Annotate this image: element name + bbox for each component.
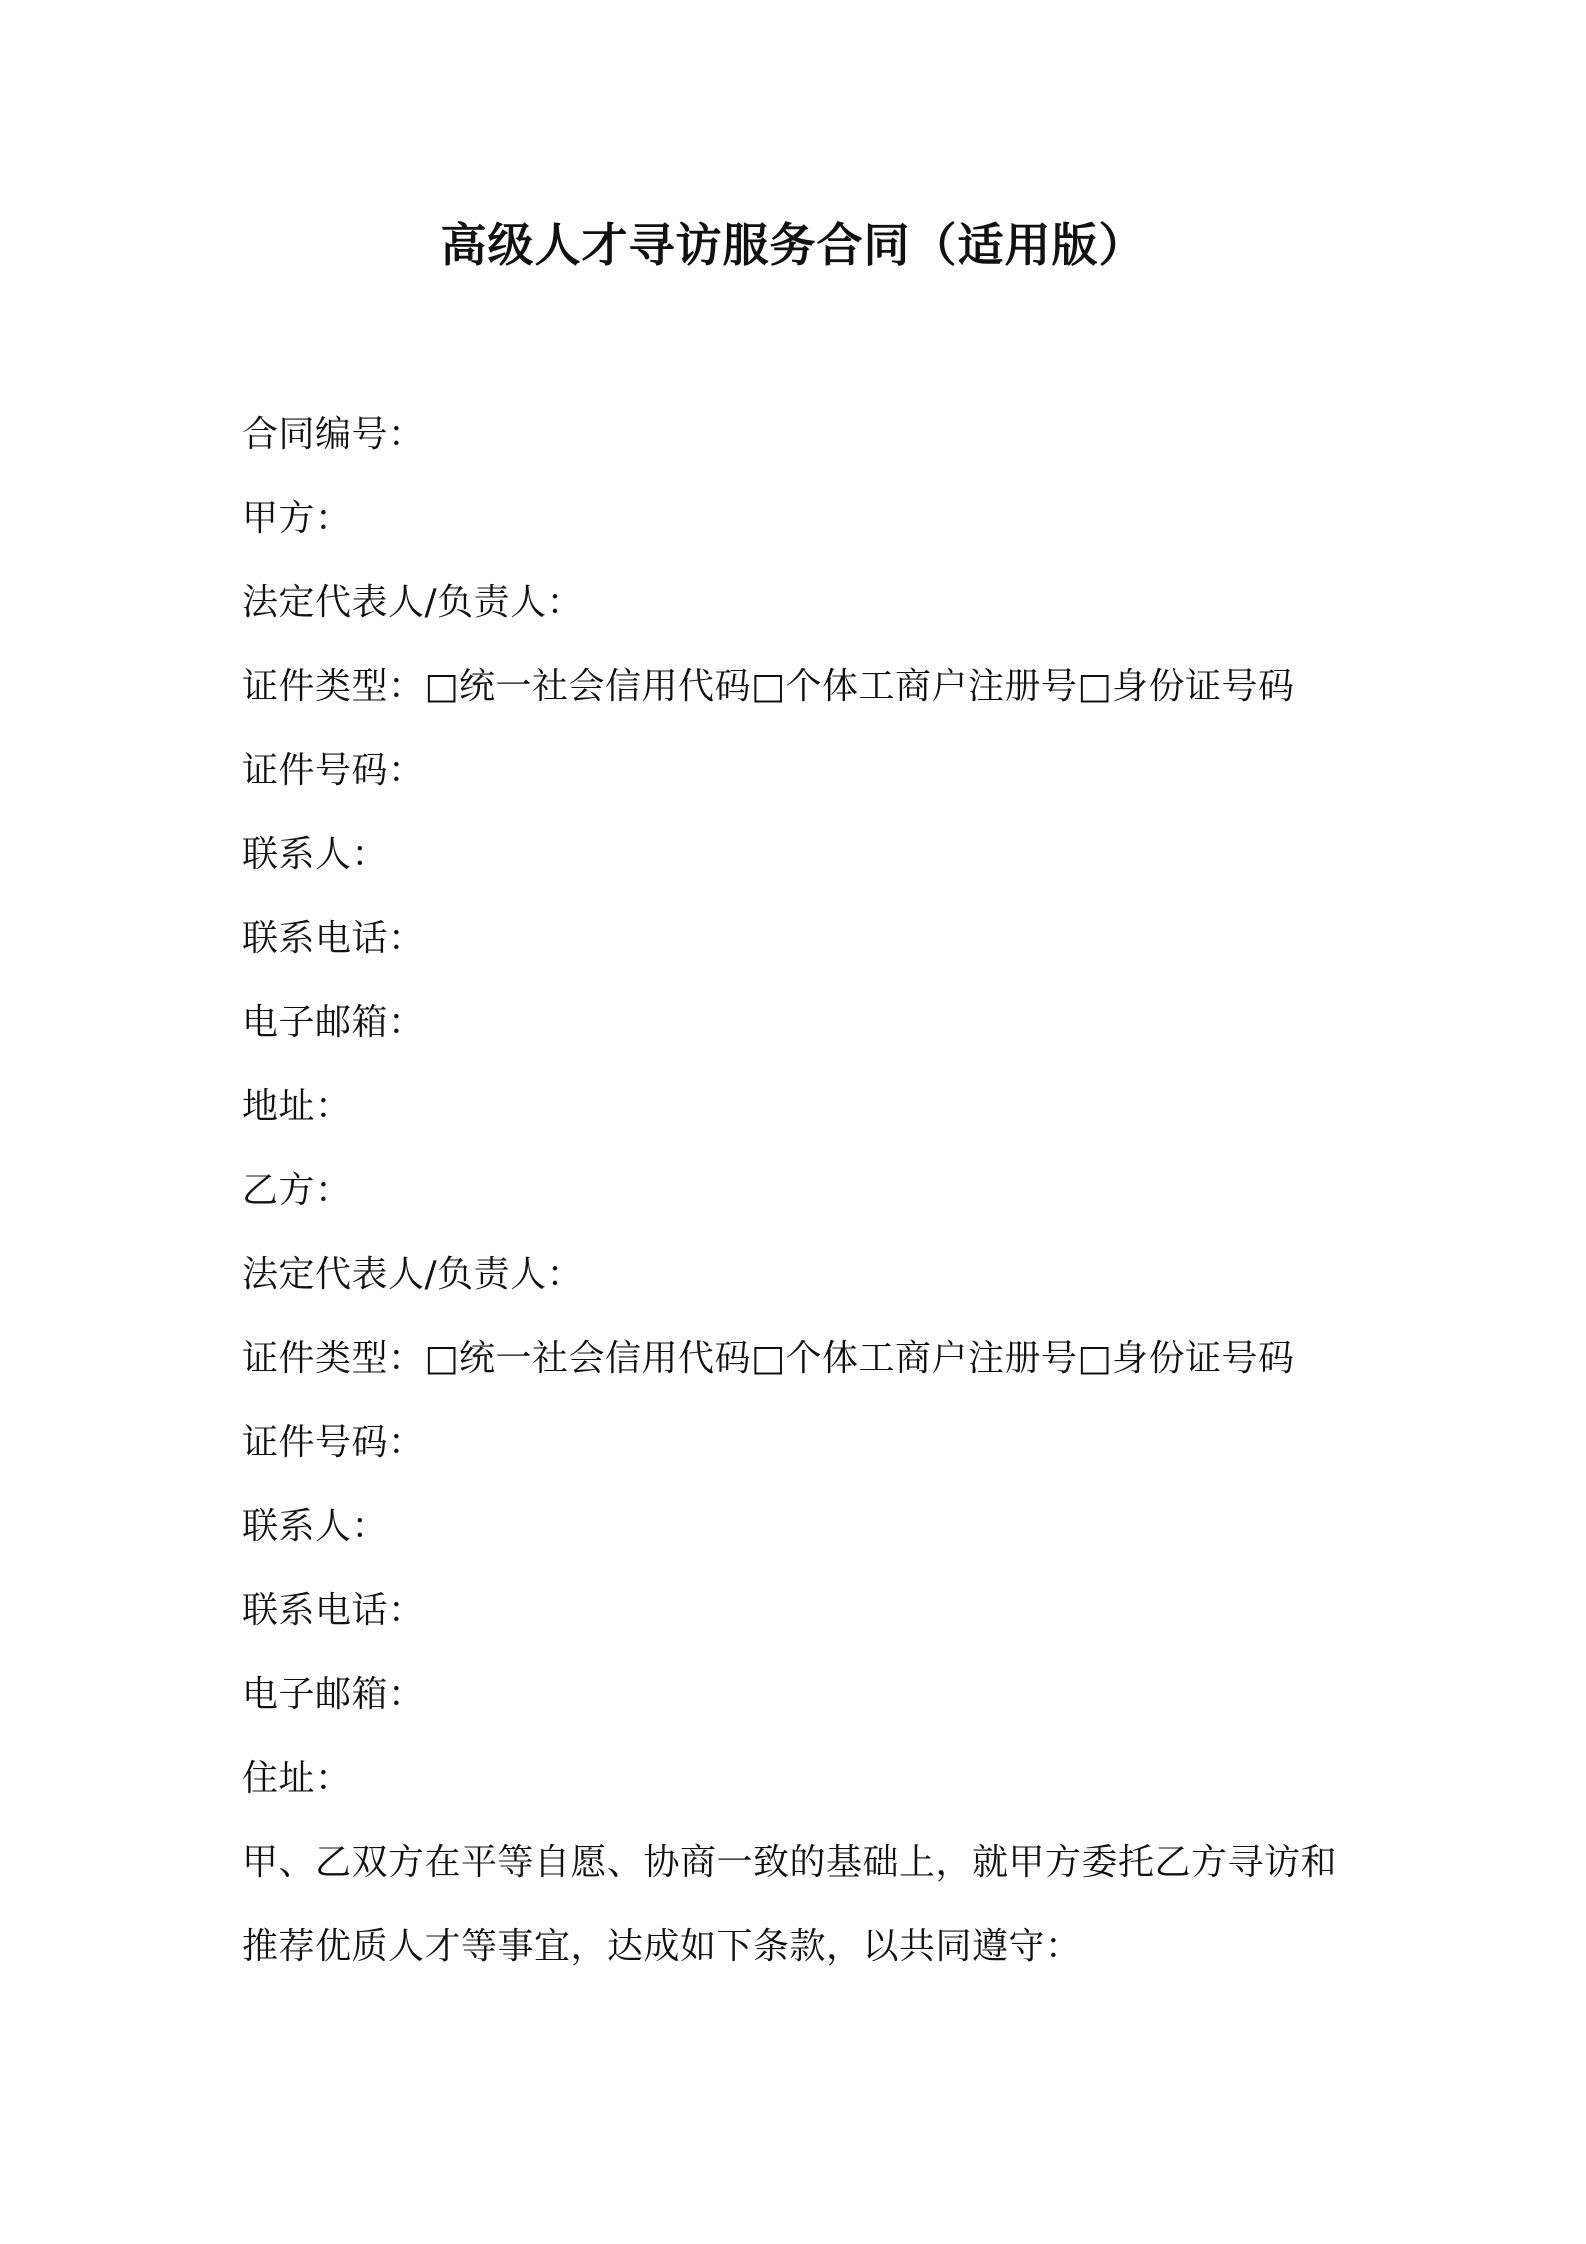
document-title: 高级人才寻访服务合同（适用版） xyxy=(440,218,1146,272)
field-party-a-id-number: 证件号码： xyxy=(242,750,425,791)
field-party-b: 乙方： xyxy=(242,1170,352,1211)
field-party-b-id-number: 证件号码： xyxy=(242,1422,425,1463)
field-party-a-email: 电子邮箱： xyxy=(242,1002,425,1043)
field-party-a-representative: 法定代表人/负责人： xyxy=(242,582,584,623)
field-party-b-address: 住址： xyxy=(242,1758,352,1799)
contract-fields xyxy=(242,405,1362,2001)
field-party-b-id-type: 证件类型：□统一社会信用代码□个体工商户注册号□身份证号码 xyxy=(242,1338,1295,1379)
field-party-a-phone: 联系电话： xyxy=(242,918,425,959)
intro-line-2: 推荐优质人才等事宜，达成如下条款，以共同遵守： xyxy=(242,1926,1082,1967)
field-party-b-phone: 联系电话： xyxy=(242,1590,425,1631)
field-party-a-id-type: 证件类型：□统一社会信用代码□个体工商户注册号□身份证号码 xyxy=(242,666,1295,707)
field-party-a-address: 地址： xyxy=(242,1086,352,1127)
field-party-b-representative: 法定代表人/负责人： xyxy=(242,1254,584,1295)
intro-line-1: 甲、乙双方在平等自愿、协商一致的基础上，就甲方委托乙方寻访和 xyxy=(242,1842,1338,1883)
field-party-a: 甲方： xyxy=(242,498,352,539)
field-party-b-contact: 联系人： xyxy=(242,1506,389,1547)
field-contract-number: 合同编号： xyxy=(242,414,425,455)
field-party-b-email: 电子邮箱： xyxy=(242,1674,425,1715)
field-party-a-contact: 联系人： xyxy=(242,834,389,875)
